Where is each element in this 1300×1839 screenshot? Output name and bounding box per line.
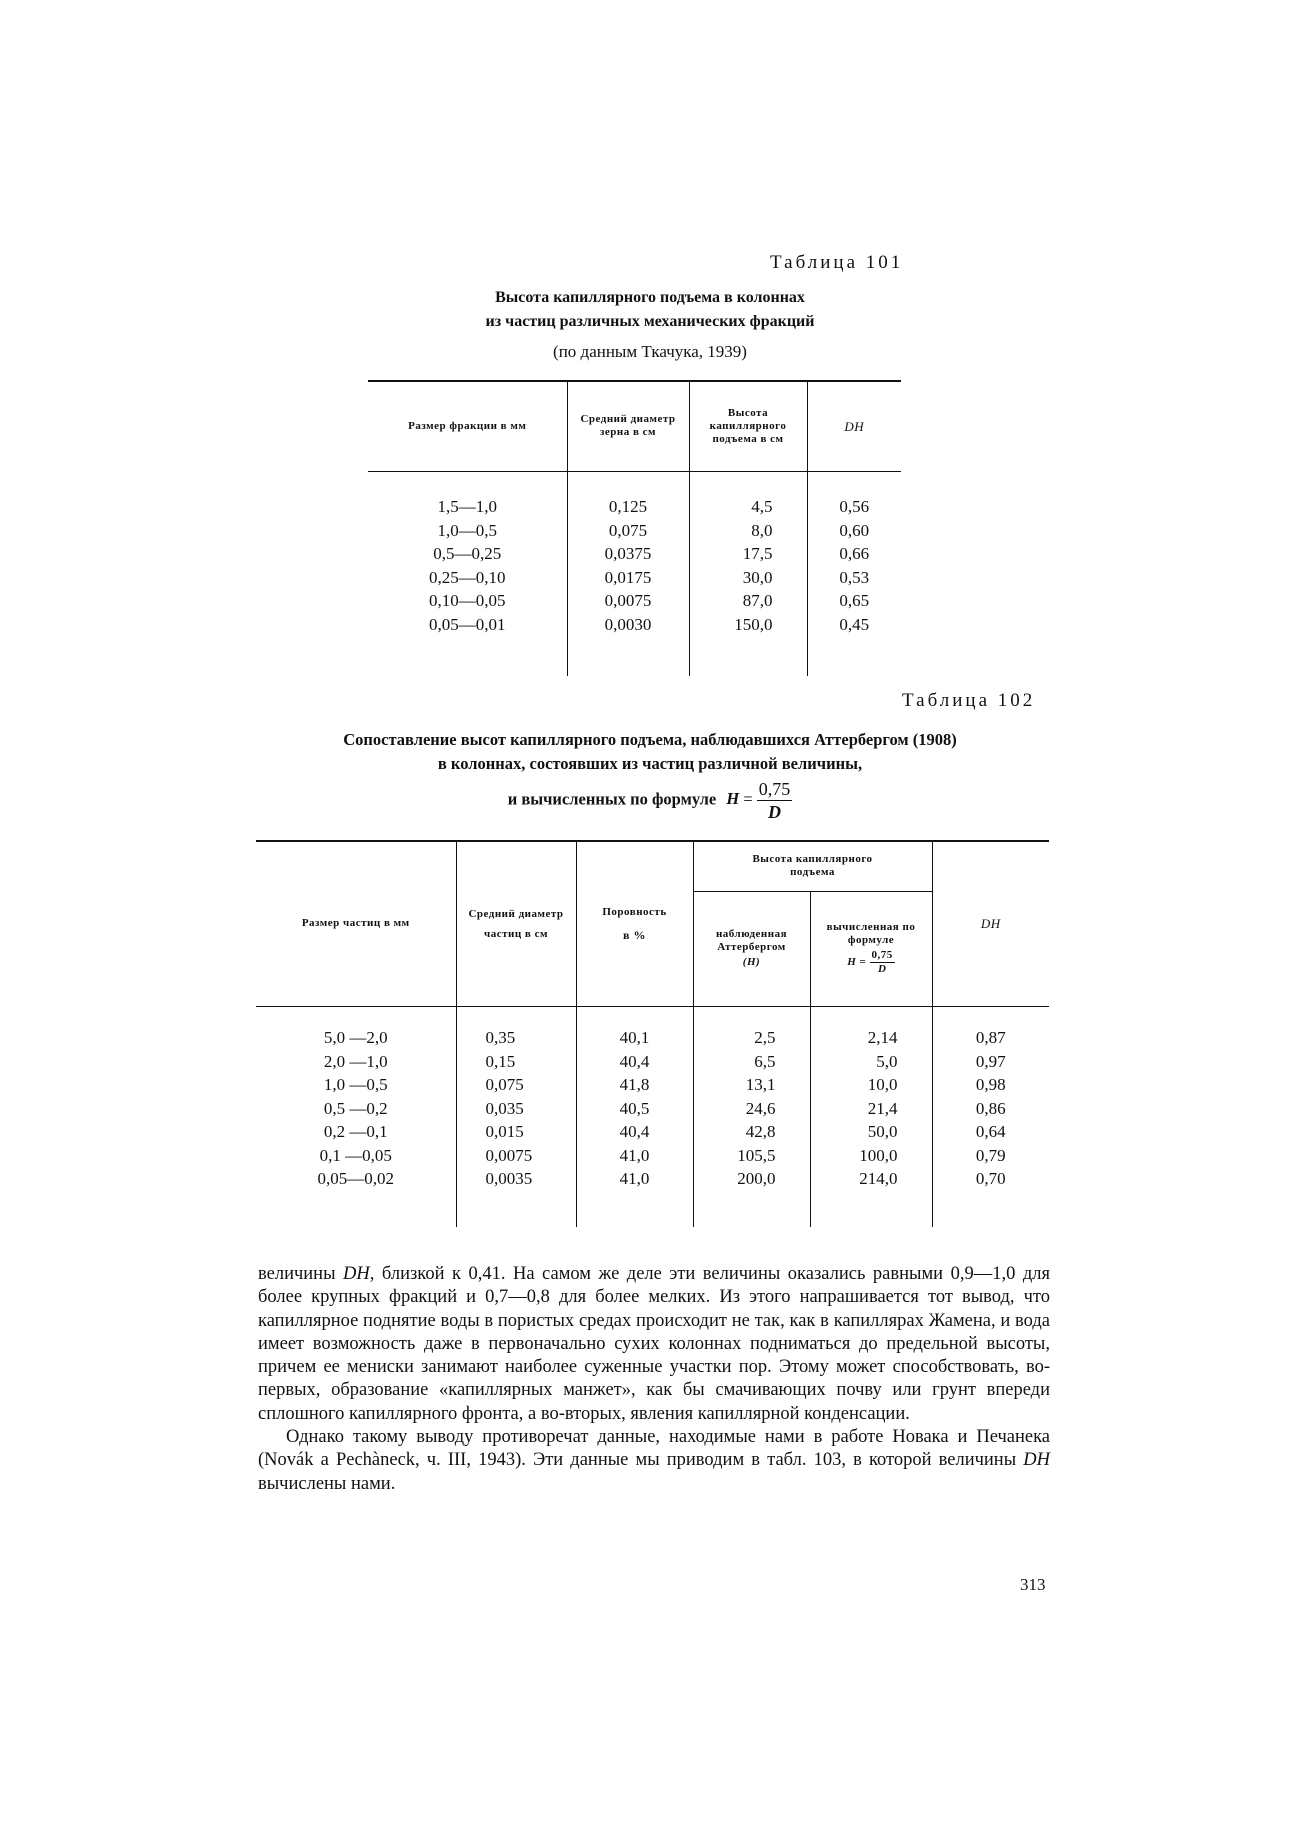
calculated-formula — [811, 949, 932, 976]
cell-diameter: 0,0030 — [567, 613, 689, 637]
table-row — [256, 1097, 1049, 1121]
cell-size: 2,0 —1,0 — [256, 1050, 456, 1074]
cell-size: 1,5—1,0 — [368, 495, 567, 519]
cell-observed: 6,5 — [693, 1050, 810, 1074]
cell-porosity: 40,1 — [576, 1026, 693, 1050]
cell-size: 0,1 —0,05 — [256, 1144, 456, 1168]
table-row — [256, 1167, 1049, 1191]
cell-calculated: 214,0 — [810, 1167, 932, 1191]
table-101-header-row — [368, 381, 901, 471]
cell-size: 5,0 —2,0 — [256, 1026, 456, 1050]
cell-height: 17,5 — [689, 542, 807, 566]
col-header-rise-height: Высота капиллярного подъема в см — [689, 381, 807, 471]
cell-size: 0,2 —0,1 — [256, 1120, 456, 1144]
cell-dh: 0,98 — [975, 1075, 1006, 1094]
cell-diameter: 0,35 — [456, 1026, 576, 1050]
cell-dh: 0,45 — [839, 614, 870, 634]
observed-var: (H) — [742, 956, 761, 968]
cell-size: 1,0 —0,5 — [256, 1073, 456, 1097]
cell-dh: 0,66 — [839, 544, 870, 563]
formula-fraction — [757, 778, 793, 823]
cell-size: 0,05—0,01 — [368, 613, 567, 637]
cell-diameter: 0,035 — [456, 1097, 576, 1121]
formula-denominator: D — [768, 802, 782, 822]
formula-equals: = — [743, 789, 753, 809]
cell-observed: 200,0 — [693, 1167, 810, 1191]
table-102 — [256, 840, 1049, 1227]
cell-height: 30,0 — [689, 566, 807, 590]
cell-diameter: 0,0075 — [567, 589, 689, 613]
cell-observed: 2,5 — [693, 1026, 810, 1050]
porosity-label: Поровность — [602, 905, 667, 918]
table-row — [256, 1050, 1049, 1074]
cell-height: 4,5 — [689, 495, 807, 519]
table-102-label: Таблица 102 — [902, 690, 1036, 711]
cell-calculated: 21,4 — [810, 1097, 932, 1121]
cell-diameter: 0,075 — [567, 519, 689, 543]
caption-line-1: Высота капиллярного подъема в колоннах — [495, 289, 805, 306]
table-row — [368, 519, 901, 543]
cell-calculated: 10,0 — [810, 1073, 932, 1097]
cell-observed: 105,5 — [693, 1144, 810, 1168]
cell-dh: 0,97 — [975, 1051, 1006, 1071]
paragraph-1 — [258, 1263, 1050, 1426]
cell-dh: 0,65 — [839, 591, 870, 610]
table-102-caption — [240, 728, 1060, 823]
cell-porosity: 40,4 — [576, 1120, 693, 1144]
calculated-formula-numerator: 0,75 — [871, 949, 893, 961]
table-row — [368, 495, 901, 519]
paragraph-2 — [258, 1426, 1050, 1496]
cell-diameter: 0,0035 — [456, 1167, 576, 1191]
cell-calculated: 100,0 — [810, 1144, 932, 1168]
cell-diameter: 0,15 — [456, 1050, 576, 1074]
cell-size: 0,10—0,05 — [368, 589, 567, 613]
cell-dh: 0,60 — [839, 520, 870, 540]
cell-dh: 0,64 — [975, 1122, 1006, 1141]
col-header-mean-diameter: Средний диаметр зерна в см — [567, 381, 689, 471]
cell-observed: 13,1 — [693, 1073, 810, 1097]
cell-porosity: 41,0 — [576, 1167, 693, 1191]
table-row — [256, 1120, 1049, 1144]
col-header-calculated — [810, 891, 932, 1006]
table-row — [256, 1026, 1049, 1050]
cell-size: 0,5 —0,2 — [256, 1097, 456, 1121]
calculated-label: вычисленная по формуле — [826, 921, 916, 946]
cell-size: 0,5—0,25 — [368, 542, 567, 566]
caption-line-3 — [240, 778, 1060, 823]
cell-dh: 0,87 — [975, 1028, 1006, 1047]
cell-dh: 0,70 — [975, 1169, 1006, 1188]
formula-numerator: 0,75 — [758, 779, 791, 799]
cell-porosity: 41,0 — [576, 1144, 693, 1168]
cell-height: 87,0 — [689, 589, 807, 613]
formula-variable: H — [726, 789, 740, 809]
cell-diameter: 0,075 — [456, 1073, 576, 1097]
caption-line-2: из частиц различных механических фракций — [485, 313, 815, 330]
cell-observed: 24,6 — [693, 1097, 810, 1121]
cell-size: 0,25—0,10 — [368, 566, 567, 590]
table-row — [368, 613, 901, 637]
porosity-unit: в % — [623, 927, 646, 942]
caption-line-1: Сопоставление высот капиллярного подъема, наблюдавшихся Аттербергом (1908) — [343, 730, 957, 749]
col-header-porosity — [576, 841, 693, 1006]
cell-calculated: 2,14 — [810, 1026, 932, 1050]
cell-calculated: 5,0 — [810, 1050, 932, 1074]
table-row — [256, 1144, 1049, 1168]
col-header-observed — [693, 891, 810, 1006]
cell-dh: 0,86 — [975, 1098, 1006, 1118]
cell-height: 150,0 — [689, 613, 807, 637]
cell-porosity: 40,5 — [576, 1097, 693, 1121]
calculated-formula-denominator: D — [877, 963, 887, 975]
cell-size: 0,05—0,02 — [256, 1167, 456, 1191]
page-number: 313 — [1020, 1575, 1046, 1594]
cell-diameter: 0,015 — [456, 1120, 576, 1144]
col-group-rise-height: Высота капиллярного подъема — [693, 841, 932, 891]
calculated-formula-fraction — [870, 949, 895, 976]
col-header-dh: DH — [844, 418, 865, 434]
cell-diameter: 0,0075 — [456, 1144, 576, 1168]
p2-text-a: Однако такому выводу противоречат данные, находимые нами в работе Новака и Печанека (Novák a Pechàneck, ч. III, 1943). Эти данные мы приводим в табл. 103, в которой величины — [258, 1427, 1050, 1471]
cell-porosity: 40,4 — [576, 1050, 693, 1074]
cell-diameter: 0,0375 — [567, 542, 689, 566]
cell-porosity: 41,8 — [576, 1073, 693, 1097]
table-101-source: (по данным Ткачука, 1939) — [553, 342, 747, 361]
cell-height: 8,0 — [689, 519, 807, 543]
p2-text-b: вычислены нами. — [258, 1473, 396, 1494]
table-row — [368, 542, 901, 566]
cell-calculated: 50,0 — [810, 1120, 932, 1144]
cell-observed: 42,8 — [693, 1120, 810, 1144]
table-row — [368, 566, 901, 590]
p1-text-b: , близкой к 0,41. На самом же деле эти величины оказались равными 0,9—1,0 для более крупных фракций и 0,7—0,8 для более мелких. Из этого напрашивается тот вывод, что капиллярное поднятие воды в пористых средах происходит не так, как в капиллярах Жамена, и вода имеет возможность даже в первоначально сухих колоннах подниматься до предельной высоты, причем ее мениски занимают наиболее суженные участки пор. Этому может способствовать, во-первых, образование «капиллярных манжет», как бы смачивающих почву или грунт впереди сплошного капиллярного фронта, а во-вторых, явления капиллярной конденсации. — [258, 1264, 1050, 1424]
table-row — [368, 589, 901, 613]
table-101-caption — [360, 286, 940, 334]
table-101 — [368, 380, 901, 676]
caption-line-3-text: и вычисленных по формуле — [507, 789, 717, 809]
calculated-formula-eq: = — [859, 956, 867, 969]
body-text — [258, 1263, 1050, 1496]
col-header-fraction-size: Размер фракции в мм — [368, 381, 567, 471]
p1-text-a: величины — [258, 1264, 344, 1284]
observed-label: наблюденная Аттербергом — [715, 928, 788, 953]
p2-dh: DH — [1023, 1450, 1050, 1471]
cell-dh: 0,79 — [975, 1145, 1006, 1165]
cell-dh: 0,56 — [839, 497, 870, 516]
caption-line-2: в колоннах, состоявших из частиц различной величины, — [437, 754, 863, 773]
p1-dh: DH — [343, 1264, 370, 1284]
cell-diameter: 0,125 — [567, 495, 689, 519]
table-row — [256, 1073, 1049, 1097]
calculated-formula-var: H — [847, 956, 857, 969]
cell-diameter: 0,0175 — [567, 566, 689, 590]
col-header-particle-size: Размер частиц в мм — [256, 841, 456, 1006]
col-header-dh: DH — [980, 916, 1001, 932]
table-101-label: Таблица 101 — [770, 252, 904, 273]
cell-size: 1,0—0,5 — [368, 519, 567, 543]
col-header-mean-diameter: Средний диаметр частиц в см — [456, 841, 576, 1006]
table-102-header-row-1 — [256, 841, 1049, 891]
cell-dh: 0,53 — [839, 567, 870, 587]
